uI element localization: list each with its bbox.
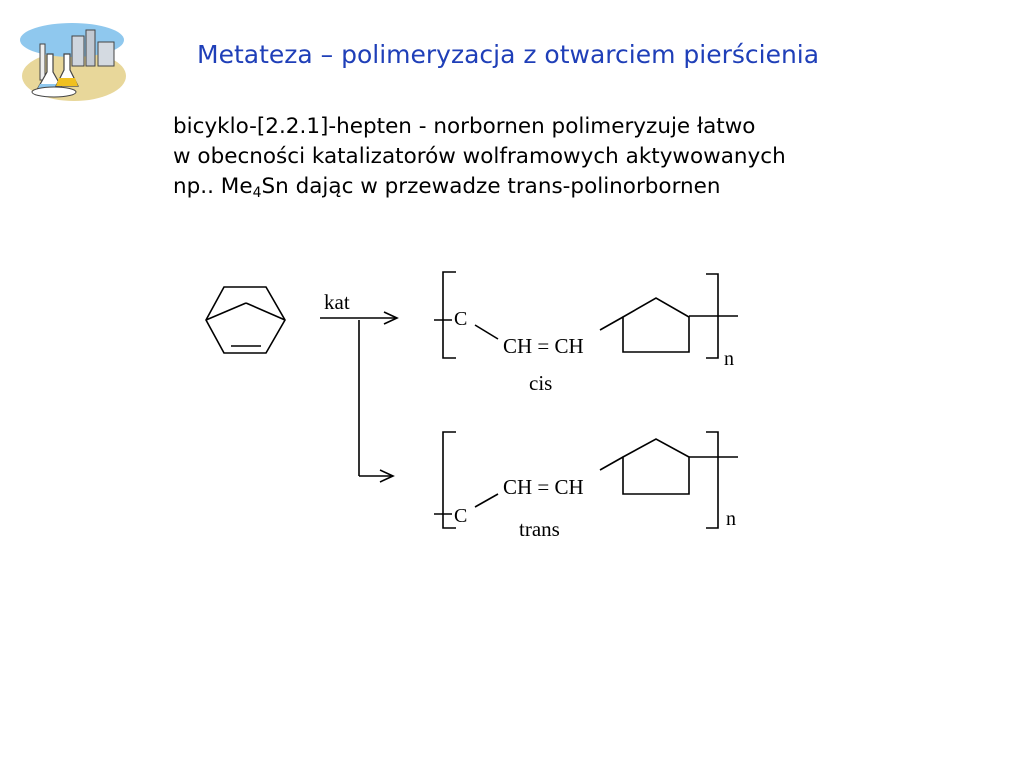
catalyst-label: kat	[324, 290, 350, 314]
description-line-3-subscript: 4	[252, 185, 262, 201]
cis-polymer-structure	[434, 272, 738, 358]
cis-label: cis	[529, 371, 553, 395]
reaction-arrow	[320, 312, 397, 482]
trans-vinylene-label: CH = CH	[503, 475, 584, 499]
trans-repeat-index: n	[726, 508, 736, 530]
page-title: Metateza – polimeryzacja z otwarciem pierścienia	[197, 40, 820, 69]
description-line-2: w obecności katalizatorów wolframowych aktywowanych	[173, 144, 786, 169]
trans-label: trans	[519, 517, 560, 541]
trans-carbon-label: C	[454, 505, 468, 527]
cis-carbon-label: C	[454, 308, 468, 330]
description-line-3-prefix: np.. Me	[173, 174, 253, 199]
trans-polymer-structure	[434, 432, 738, 528]
cis-vinylene-label: CH = CH	[503, 334, 584, 358]
description-line-1: bicyklo-[2.2.1]-hepten - norbornen polimeryzuje łatwo	[173, 114, 756, 139]
cis-repeat-index: n	[724, 348, 734, 370]
norbornene-structure	[206, 287, 285, 353]
description-line-3-suffix: Sn dając w przewadze trans-polinorbornen	[261, 174, 721, 199]
